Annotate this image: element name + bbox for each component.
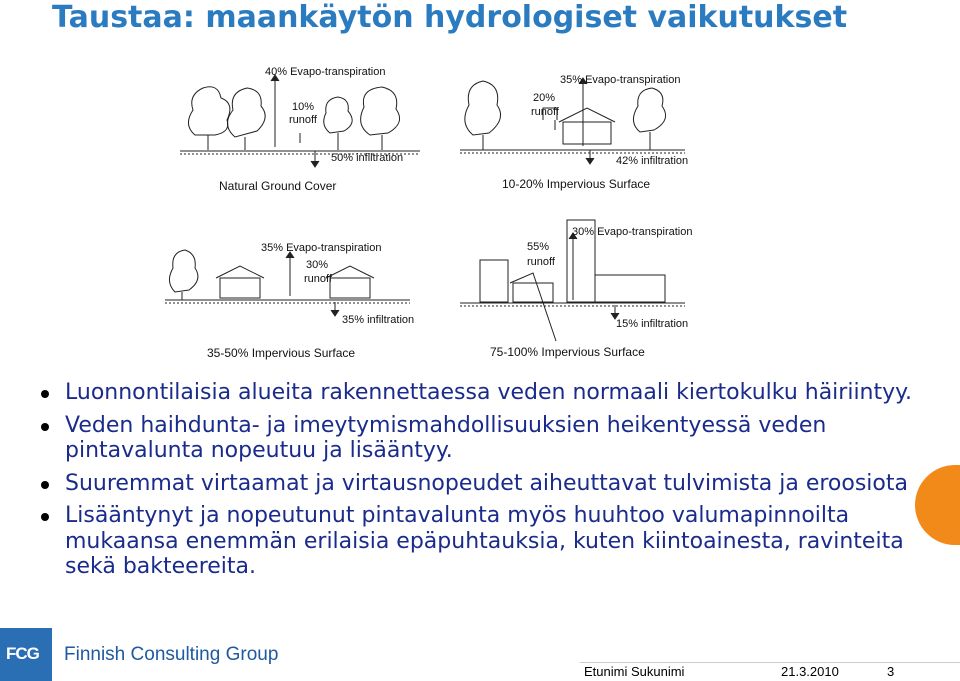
company-name: Finnish Consulting Group <box>64 644 279 665</box>
runoff-pct-label: 20% <box>533 92 556 104</box>
bullet-text: Lisääntynyt ja nopeutunut pintavalunta myös huuhtoo valumapinnoilta mukaansa enemmän erilaisia epäpuhtauksia, kuten kiintoainesta, ravinteita sekä bakteereita. <box>65 503 904 579</box>
runoff-pct-label: 30% <box>306 259 329 271</box>
bullet-dot <box>41 423 49 431</box>
orange-accent-shape <box>915 465 960 545</box>
runoff-label: runoff <box>527 256 555 268</box>
bullet-item <box>35 471 915 497</box>
footer-divider <box>580 662 960 663</box>
diagram-caption: 35-50% Impervious Surface <box>207 346 356 360</box>
bullet-item <box>35 380 915 406</box>
bullet-item <box>35 413 915 464</box>
bullet-dot <box>41 513 49 521</box>
bullet-text: Veden haihdunta- ja imeytymismahdollisuuksien heikentyessä veden pintavalunta nopeutuu ja lisääntyy. <box>65 412 827 463</box>
evapo-label: 30% Evapo-transpiration <box>572 226 693 238</box>
evapo-label: 35% Evapo-transpiration <box>261 242 382 254</box>
infiltration-label: 15% infiltration <box>616 318 689 330</box>
logo-text: FCG <box>6 644 39 663</box>
evapo-label: 40% Evapo-transpiration <box>265 66 386 78</box>
diagram-caption: 10-20% Impervious Surface <box>502 177 651 191</box>
fcg-logo <box>0 628 52 681</box>
evapo-label: 35% Evapo-transpiration <box>560 74 681 86</box>
bullet-list <box>35 380 915 587</box>
footer-author: Etunimi Sukunimi <box>584 664 685 679</box>
diagram-caption: Natural Ground Cover <box>219 179 337 193</box>
infiltration-label: 50% infiltration <box>331 152 404 164</box>
diagram-natural-ground-cover <box>170 55 440 200</box>
infiltration-label: 42% infiltration <box>616 155 689 167</box>
runoff-label: runoff <box>304 273 332 285</box>
runoff-pct-label: 55% <box>527 241 550 253</box>
footer-date: 21.3.2010 <box>781 664 839 679</box>
diagram-35-50-impervious <box>160 230 430 365</box>
infiltration-label: 35% infiltration <box>342 314 415 326</box>
diagram-10-20-impervious <box>455 50 695 200</box>
diagram-75-100-impervious <box>455 215 695 365</box>
slide-title: Taustaa: maankäytön hydrologiset vaikutukset <box>52 0 848 35</box>
bullet-dot <box>41 481 49 489</box>
diagram-caption: 75-100% Impervious Surface <box>490 345 645 359</box>
bullet-text: Luonnontilaisia alueita rakennettaessa veden normaali kiertokulku häiriintyy. <box>65 380 913 405</box>
runoff-label: runoff <box>531 106 559 118</box>
page-number: 3 <box>887 664 895 679</box>
bullet-dot <box>41 390 49 398</box>
bullet-item <box>35 503 915 580</box>
runoff-pct-label: 10% <box>292 101 315 113</box>
runoff-label: runoff <box>289 114 317 126</box>
bullet-text: Suuremmat virtaamat ja virtausnopeudet aiheuttavat tulvimista ja eroosiota <box>65 470 908 496</box>
